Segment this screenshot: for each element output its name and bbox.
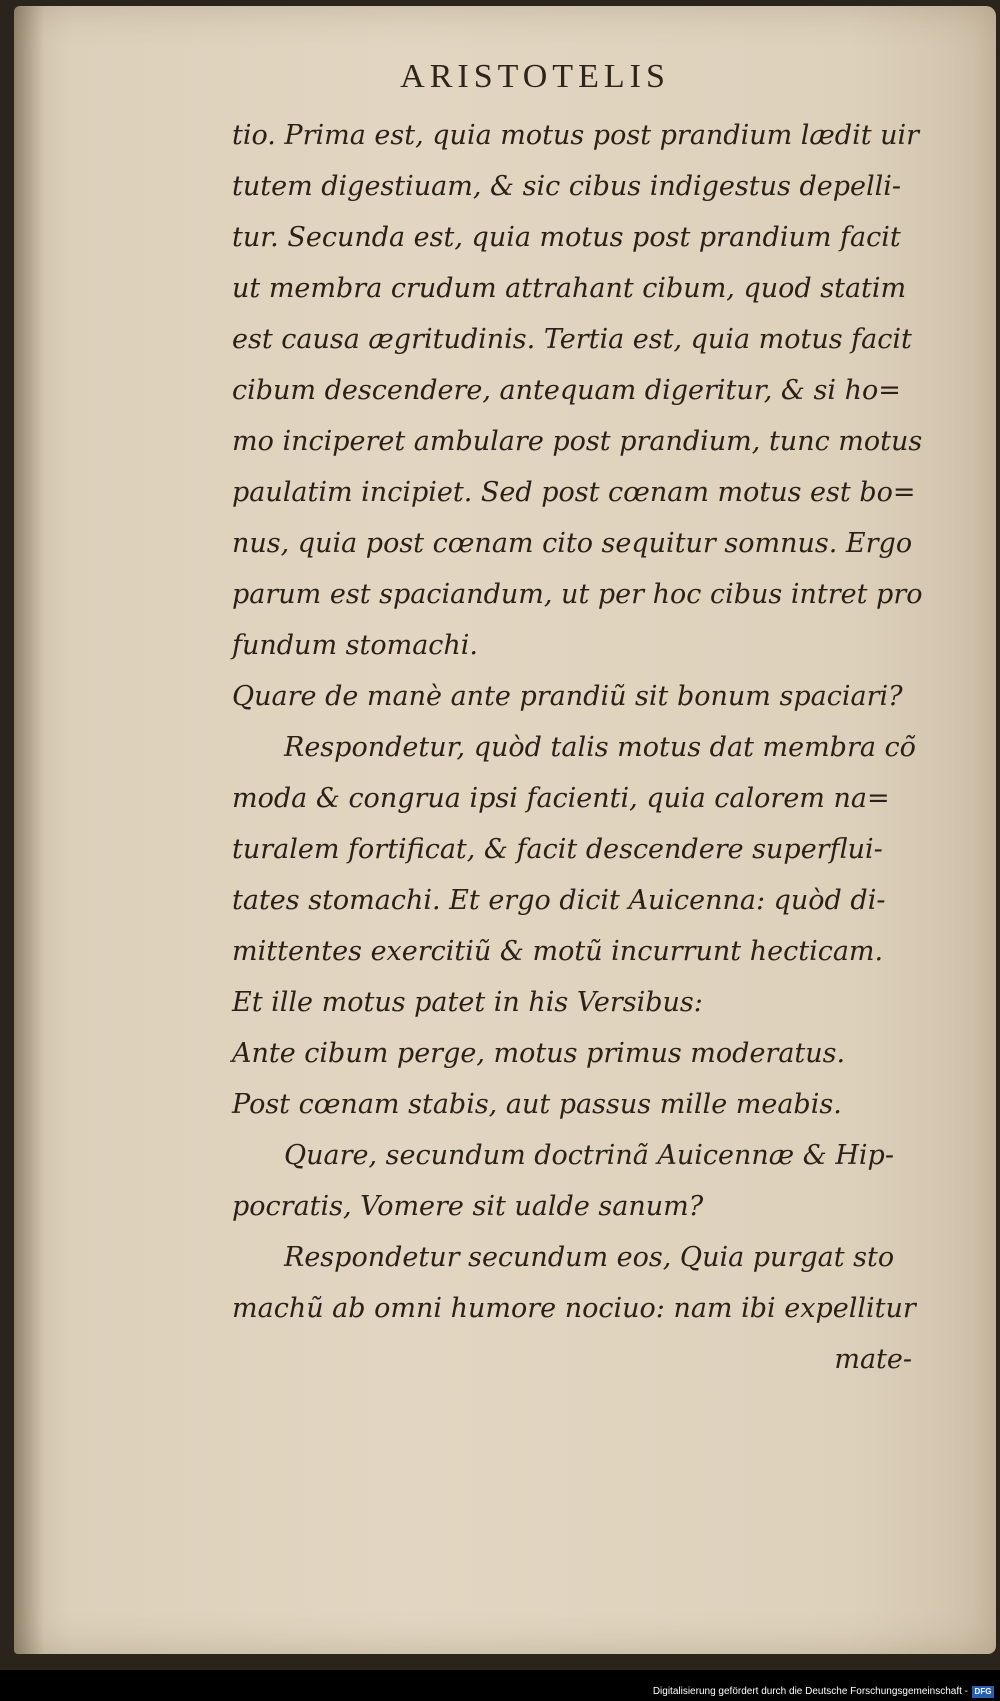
text-line: mittentes exercitiũ & motũ incurrunt hecticam.	[232, 936, 884, 967]
body-text	[232, 110, 932, 1385]
text-line: ut membra crudum attrahant cibum, quod statim	[232, 273, 907, 304]
text-line: tates stomachi. Et ergo dicit Auicenna: quòd di-	[232, 885, 886, 916]
question-line: Quare de manè ante prandiũ sit bonum spaciari?	[232, 681, 903, 712]
verse-line: Post cœnam stabis, aut passus mille meabis.	[232, 1089, 842, 1120]
text-line: moda & congrua ipsi facienti, quia calorem na=	[232, 783, 890, 814]
catchword: mate-	[834, 1344, 912, 1375]
question-line: Quare, secundum doctrinã Auicennæ & Hip-	[284, 1140, 894, 1171]
answer-line: Respondetur, quòd talis motus dat membra cõ	[284, 732, 916, 763]
text-line: pocratis, Vomere sit ualde sanum?	[232, 1191, 704, 1222]
text-line: turalem fortificat, & facit descendere superflui-	[232, 834, 883, 865]
text-line: est causa ægritudinis. Tertia est, quia motus facit	[232, 324, 912, 355]
text-line: Et ille motus patet in his Versibus:	[232, 987, 703, 1018]
dfg-logo: DFG	[972, 1686, 994, 1698]
text-line: parum est spaciandum, ut per hoc cibus intret pro	[232, 579, 923, 610]
running-head: ARISTOTELIS	[400, 58, 670, 95]
text-line: cibum descendere, antequam digeritur, & si ho=	[232, 375, 901, 406]
text-line: nus, quia post cœnam cito sequitur somnus. Ergo	[232, 528, 913, 559]
text-line: fundum stomachi.	[232, 630, 479, 661]
verse-line: Ante cibum perge, motus primus moderatus.	[232, 1038, 846, 1069]
text-line: tur. Secunda est, quia motus post prandium facit	[232, 222, 901, 253]
funding-credit: Digitalisierung gefördert durch die Deutsche Forschungsgemeinschaft -	[652, 1686, 968, 1697]
text-line: machũ ab omni humore nociuo: nam ibi expellitur	[232, 1293, 916, 1324]
text-line: mo inciperet ambulare post prandium, tunc motus	[232, 426, 923, 457]
answer-line: Respondetur secundum eos, Quia purgat sto	[284, 1242, 895, 1273]
text-line: tutem digestiuam, & sic cibus indigestus depelli-	[232, 171, 902, 202]
text-line: paulatim incipiet. Sed post cœnam motus est bo=	[232, 477, 916, 508]
text-line: tio. Prima est, quia motus post prandium lædit uir	[232, 120, 920, 151]
